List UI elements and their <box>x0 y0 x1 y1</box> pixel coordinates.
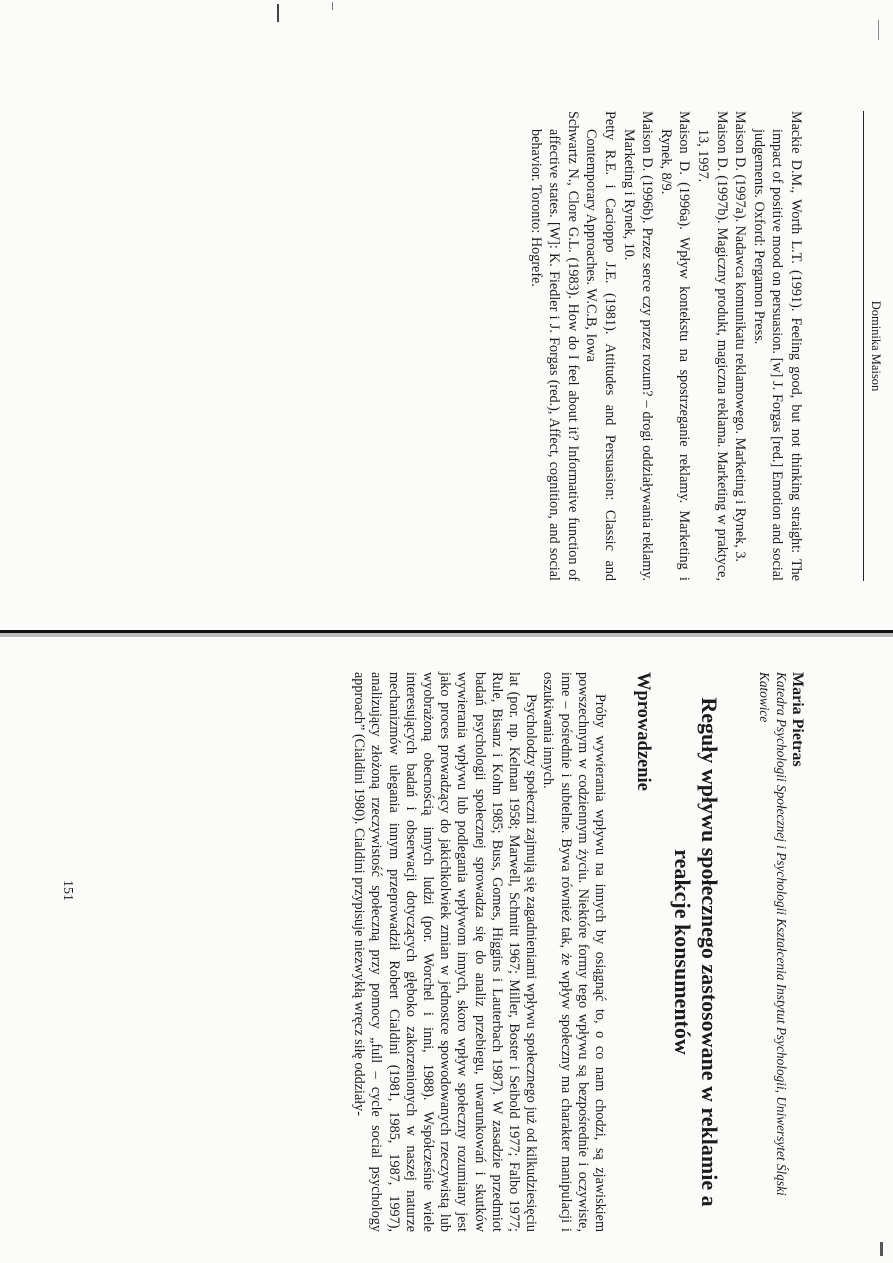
author-name: Maria Pietras <box>789 672 806 767</box>
page-fold-shadow <box>0 633 893 637</box>
author-affiliation: Katedra Psychologii Społecznej i Psychologii Kształcenia Instytut Psychologii, Uniwersytet Śląski Katowice <box>757 672 789 1196</box>
running-header: Dominika Maison <box>869 300 883 392</box>
article-body <box>350 672 608 1232</box>
article-title: Reguły wpływu społecznego zastosowane w reklamie a reakcje konsumentów <box>670 697 722 1207</box>
reference-item: Maison D. (1997b). Magiczny produkt, magiczna reklama. Marketing w praktyce, 13, 1997. <box>695 111 730 581</box>
reference-item: Maison D. (1996b). Przez serce czy przez rozum? – drogi oddziaływania reklamy. Marketing i Rynek, 10. <box>620 111 656 581</box>
reference-item: Schwartz N., Clore G.L. (1983). How do I feel about it? Informative function of affective states. [W]: K. Fiedler i J. Forgas (red.), Affect, cognition, and social behavior. Toronto: Hogrefe. <box>527 111 581 581</box>
scan-mark <box>277 4 279 22</box>
header-rule <box>863 111 864 581</box>
scan-mark <box>880 1242 883 1256</box>
reference-item: Maison D. (1996a). Wpływ kontekstu na spostrzeganie reklamy. Marketing i Rynek, 8/9. <box>657 111 693 581</box>
page-number: 151 <box>60 880 75 901</box>
scan-mark <box>878 20 879 40</box>
reference-list <box>526 111 805 581</box>
reference-item: Mackie D.M., Worth L.T. (1991). Feeling good, but not thinking straight: The impact of positive mood on persuasion. [w] J. Forgas [red.] Emotion and social judgements. Oxford: Pergamon Press. <box>750 111 804 581</box>
reference-item: Petty R.E. i Cacioppo J.E. (1981). Attitudes and Persuasion: Classic and Contemporary Approaches. W.C.B, Iowa <box>583 111 619 581</box>
body-paragraph: Psycholodzy społeczni zajmują się zagadnieniami wpływu społecznego już od kilkudziesięciu lat (por. np. Kelman 1958; Marwell, Schmitt 1967; Miller, Boster i Seibold 1977; Falbo 1977; Rule, Bisanz i Kohn 1985; Buss, Gomes, Higgins i Lauterbach 1987). W zasadzie przedmiot badań psychologii społecznej sprowadza się do analiz przebiegu, uwarunkowań i skutków wywierania wpływu lub podlegania wpływom innych, skoro wpływ społeczny rozumiany jest jako proces prowadzący do jakichkolwiek zmian w jednostce spowodowanych rzeczywistą lub wyobrażoną obecnością innych ludzi (por. Worchel i inni, 1988). Współcześnie wiele interesujących badań i obserwacji dotyczących głęboko zakorzenionych w naszej naturze mechanizmów ulegania innym przeprowadził Robert Cialdini (1981, 1985, 1987, 1997), analizujący złożoną rzeczywistość społeczną przy pomocy „full – cycle social psychology approach” (Cialdini 1980). Cialdini przypisuje niezwykłą wręcz siłę oddziały- <box>351 672 540 1232</box>
reference-item: Maison D. (1997a). Nadawca komunikatu reklamowego. Marketing i Rynek, 3. <box>732 111 749 562</box>
body-paragraph: Próby wywierania wpływu na innych by osiągnąć to, o co nam chodzi, są zjawiskiem powszechnym w codziennym życiu. Niektóre formy tego wpływu są bezpośrednie i oczywiste, inne – pośrednie i subtelne. Bywa również tak, że wpływ społeczny ma charakter manipulacji i oszukiwania innych. <box>540 672 608 1232</box>
scan-mark <box>332 2 333 10</box>
section-heading: Wprowadzenie <box>633 672 653 791</box>
